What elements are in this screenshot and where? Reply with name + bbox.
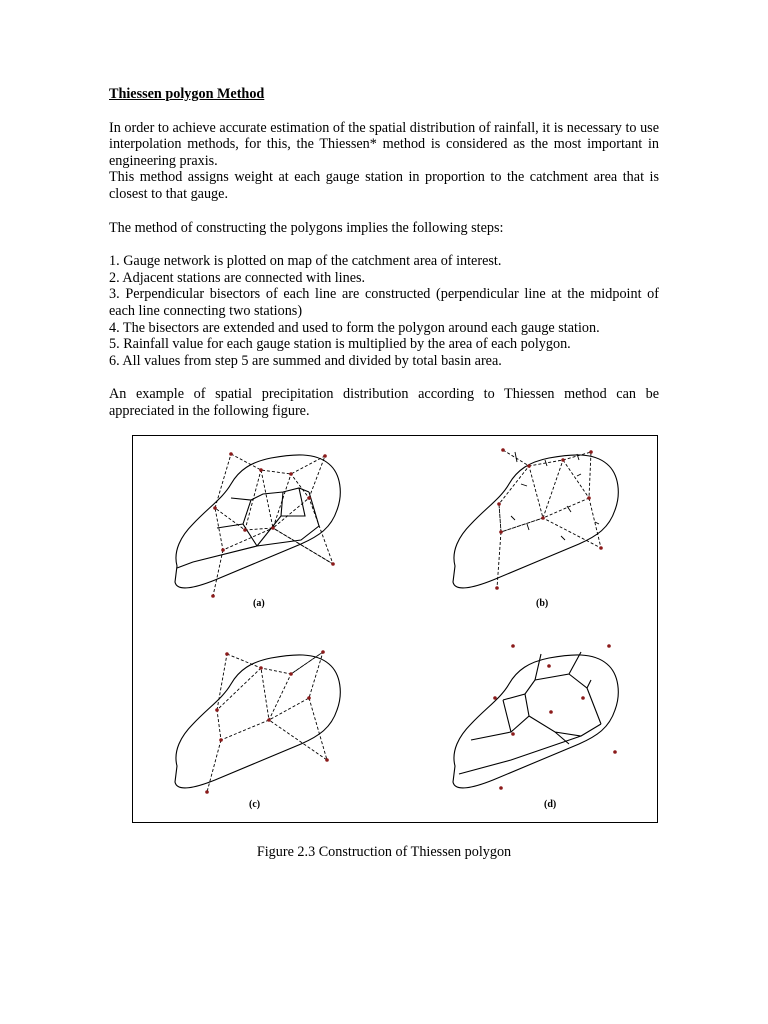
intro-paragraph: In order to achieve accurate estimation of the spatial distribution of rainfall, it is necessary to use interpolation methods, for this, the Thiessen* method is considered as the most important in engineering praxis. [109,119,659,169]
step-item: 6. All values from step 5 are summed and divided by total basin area. [109,352,502,369]
panel-d-label: (d) [544,799,557,810]
panel-b-diagram [453,450,618,588]
intro-paragraph-2: This method assigns weight at each gauge station in proportion to the catchment area that is closest to that gauge. [109,169,659,202]
panel-b-label: (b) [536,598,549,609]
panel-a-label: (a) [253,598,265,609]
step-item: 5. Rainfall value for each gauge station is multiplied by the area of each polygon. [109,336,571,353]
thiessen-figure [132,435,658,823]
steps-intro: The method of constructing the polygons implies the following steps: [109,219,504,236]
step-item: 3. Perpendicular bisectors of each line are constructed (perpendicular line at the midpoint of each line connecting two stations) [109,286,659,319]
panel-a-diagram [175,454,340,596]
catchment-boundary [453,455,618,588]
panel-c-diagram [175,652,340,792]
panel-d-diagram [453,652,618,788]
document-body [109,86,659,420]
step-item: 4. The bisectors are extended and used to form the polygon around each gauge station. [109,319,600,336]
document-title: Thiessen polygon Method [109,86,265,102]
example-paragraph: An example of spatial precipitation distribution according to Thiessen method can be appreciated in the following figure. [109,386,659,419]
step-item: 1. Gauge network is plotted on map of the catchment area of interest. [109,253,502,270]
catchment-boundary [175,655,340,788]
steps-list [109,253,659,369]
panel-c-label: (c) [249,799,261,810]
catchment-boundary [175,455,340,588]
step-item: 2. Adjacent stations are connected with lines. [109,269,366,286]
figure-caption: Figure 2.3 Construction of Thiessen polygon [256,844,512,860]
